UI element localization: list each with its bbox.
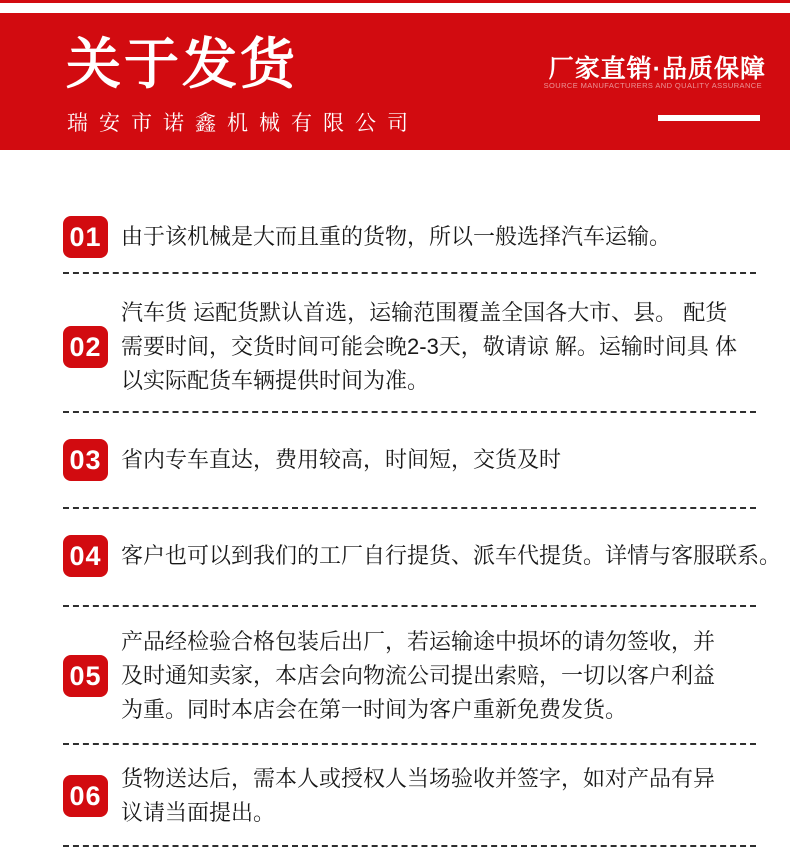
item-text-line: 货物送达后，需本人或授权人当场验收并签字，如对产品有异 bbox=[121, 766, 716, 791]
item-number-badge: 02 bbox=[63, 326, 108, 368]
item-text bbox=[121, 296, 756, 398]
shipping-items-list bbox=[63, 200, 782, 847]
item-number-badge: 06 bbox=[63, 775, 108, 817]
item-text-line: 汽车货 运配货默认首选，运输范围覆盖全国各大市、县。 配货 bbox=[121, 300, 728, 325]
item-text-line: 省内专车直达，费用较高，时间短，交货及时 bbox=[121, 447, 562, 472]
tagline-underline bbox=[658, 115, 760, 121]
shipping-item bbox=[63, 509, 782, 607]
item-number-badge: 05 bbox=[63, 655, 108, 697]
item-number-badge: 03 bbox=[63, 439, 108, 481]
shipping-item bbox=[63, 607, 756, 745]
page-title: 关于发货 bbox=[66, 33, 299, 95]
item-text-line: 议请当面提出。 bbox=[121, 800, 276, 825]
item-text bbox=[121, 220, 756, 254]
item-text-line: 客户也可以到我们的工厂自行提货、派车代提货。详情与客服联系。 bbox=[121, 543, 782, 568]
item-text bbox=[121, 625, 756, 727]
shipping-item bbox=[63, 745, 756, 847]
item-text-line: 为重。同时本店会在第一时间为客户重新免费发货。 bbox=[121, 697, 628, 722]
item-text-line: 由于该机械是大而且重的货物，所以一般选择汽车运输。 bbox=[121, 224, 672, 249]
top-accent-strip bbox=[0, 0, 790, 3]
item-text-line: 以实际配货车辆提供时间为准。 bbox=[121, 368, 430, 393]
item-text bbox=[121, 443, 756, 477]
shipping-item bbox=[63, 274, 756, 413]
shipping-item bbox=[63, 413, 756, 509]
item-text bbox=[121, 762, 756, 830]
item-number-badge: 01 bbox=[63, 216, 108, 258]
header-banner bbox=[0, 13, 790, 150]
item-text-line: 产品经检验合格包装后出厂，若运输途中损坏的请勿签收，并 bbox=[121, 629, 716, 654]
shipping-item bbox=[63, 200, 756, 274]
item-number-badge: 04 bbox=[63, 535, 108, 577]
company-name: 瑞安市诺鑫机械有限公司 bbox=[67, 112, 419, 135]
header-tagline: 厂家直销·品质保障 bbox=[548, 55, 766, 83]
item-text-line: 及时通知卖家，本店会向物流公司提出索赔，一切以客户利益 bbox=[121, 663, 716, 688]
header-tagline-en: SOURCE MANUFACTURERS AND QUALITY ASSURANCE bbox=[543, 81, 762, 90]
item-text bbox=[121, 539, 781, 573]
item-text-line: 需要时间，交货时间可能会晚2-3天，敬请谅 解。运输时间具 体 bbox=[121, 334, 738, 359]
